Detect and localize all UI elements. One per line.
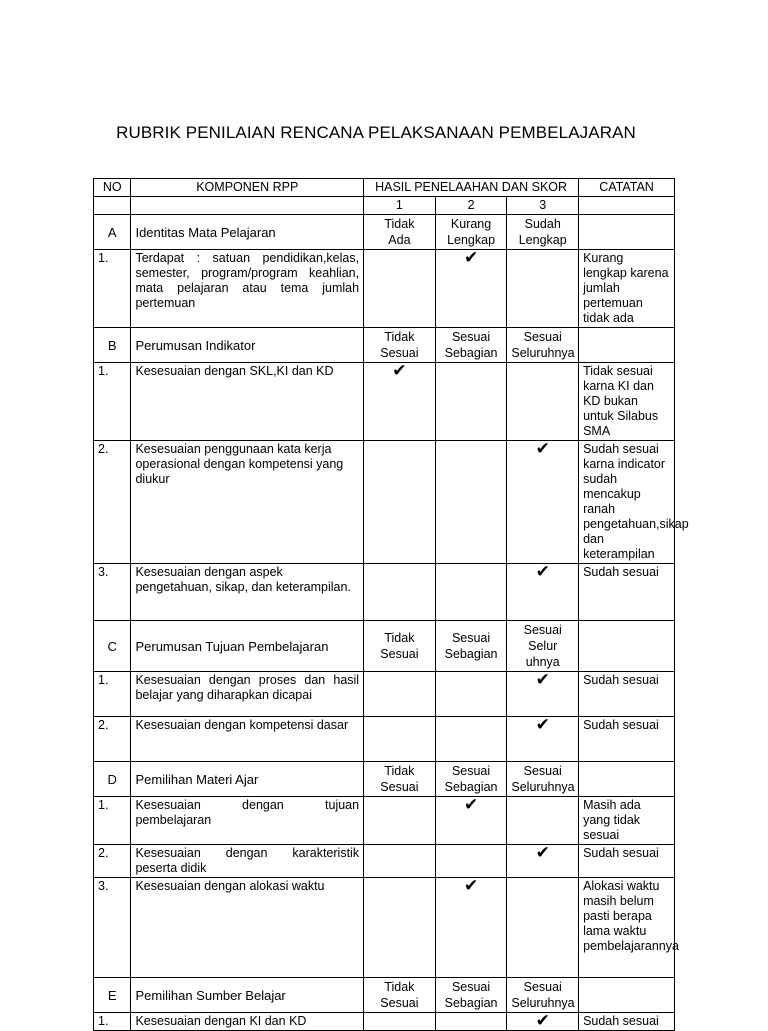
score-option-line: Sudah xyxy=(524,217,561,231)
score-cell-1 xyxy=(364,878,436,978)
score-option-label xyxy=(507,978,579,1013)
score-cell-1 xyxy=(364,441,436,564)
score-cell-2 xyxy=(435,845,507,878)
score-option-label xyxy=(507,621,579,672)
item-note: Tidak sesuai karna KI dan KD bukan untuk Silabus SMA xyxy=(579,363,675,441)
score-cell-1 xyxy=(364,717,436,762)
section-note-empty xyxy=(579,328,675,363)
checkmark-icon: ✔ xyxy=(463,248,479,268)
score-option-line: Tidak xyxy=(384,330,415,344)
score-cell-1 xyxy=(364,845,436,878)
section-label: Pemilihan Sumber Belajar xyxy=(131,978,364,1013)
score-option-line: Sesuai xyxy=(380,647,419,661)
score-cell-1 xyxy=(364,250,436,328)
score-option-line: Tidak xyxy=(384,980,415,994)
table-row xyxy=(94,878,675,978)
item-note: Sudah sesuai xyxy=(579,1013,675,1031)
checkmark-icon: ✔ xyxy=(535,843,550,863)
score-cell-2 xyxy=(435,797,507,845)
score-option-label xyxy=(364,215,436,250)
score-cell-1 xyxy=(364,564,436,621)
score-option-line: Selur uhnya xyxy=(525,639,560,669)
header-score-3: 3 xyxy=(507,197,579,215)
rubric-table xyxy=(93,178,689,1031)
score-option-label xyxy=(435,215,507,250)
score-option-line: Sebagian xyxy=(444,780,498,794)
header-empty-no xyxy=(94,197,131,215)
score-option-label xyxy=(435,621,507,672)
header-hasil: HASIL PENELAAHAN DAN SKOR xyxy=(364,179,579,197)
score-option-line: Sesuai xyxy=(451,980,491,994)
checkmark-icon: ✔ xyxy=(392,361,407,381)
section-note-empty xyxy=(579,215,675,250)
page-title: RUBRIK PENILAIAN RENCANA PELAKSANAAN PEMBELAJARAN xyxy=(116,123,636,142)
score-cell-3 xyxy=(507,250,579,328)
score-cell-1 xyxy=(364,797,436,845)
table-row xyxy=(94,441,675,564)
checkmark-icon: ✔ xyxy=(535,1011,550,1031)
header-score-1: 1 xyxy=(364,197,436,215)
score-option-label xyxy=(364,978,436,1013)
item-text: Kesesuaian dengan alokasi waktu xyxy=(131,878,364,978)
score-option-line: Lengkap xyxy=(447,233,496,247)
item-note: Sudah sesuai xyxy=(579,845,675,878)
score-option-label xyxy=(507,328,579,363)
score-cell-2 xyxy=(435,672,507,717)
item-number: 1. xyxy=(94,797,131,845)
score-option-label xyxy=(364,621,436,672)
score-option-line: Tidak xyxy=(384,764,415,778)
score-option-line: Sesuai xyxy=(523,980,562,994)
section-row xyxy=(94,978,675,1013)
item-number: 1. xyxy=(94,250,131,328)
header-no: NO xyxy=(94,179,131,197)
item-number: 2. xyxy=(94,441,131,564)
score-cell-3 xyxy=(507,564,579,621)
section-code: B xyxy=(94,328,131,363)
item-note: Sudah sesuai karna indicator sudah mencakup ranah pengetahuan,sikap dan keterampilan xyxy=(579,441,675,564)
item-text: Kesesuaian dengan KI dan KD xyxy=(131,1013,364,1031)
item-text: Kesesuaian dengan proses dan hasil belajar yang diharapkan dicapai xyxy=(131,672,364,717)
score-option-line: Tidak xyxy=(384,631,415,645)
table-row xyxy=(94,672,675,717)
table-row xyxy=(94,564,675,621)
score-option-line: Sesuai xyxy=(380,346,419,360)
table-row xyxy=(94,250,675,328)
header-score-2: 2 xyxy=(435,197,507,215)
score-cell-2 xyxy=(435,564,507,621)
score-cell-3 xyxy=(507,797,579,845)
section-note-empty xyxy=(579,762,675,797)
score-cell-3 xyxy=(507,363,579,441)
score-cell-2 xyxy=(435,441,507,564)
item-note: Kurang lengkap karena jumlah pertemuan tidak ada xyxy=(579,250,675,328)
item-note: Sudah sesuai xyxy=(579,672,675,717)
score-option-line: Sebagian xyxy=(444,996,498,1010)
score-option-line: Sesuai xyxy=(523,330,562,344)
header-komponen: KOMPONEN RPP xyxy=(131,179,364,197)
score-option-line: Seluruhnya xyxy=(511,780,575,794)
item-number: 1. xyxy=(94,363,131,441)
section-row xyxy=(94,621,675,672)
score-cell-2 xyxy=(435,1013,507,1031)
score-option-line: Sesuai xyxy=(451,631,491,645)
table-row xyxy=(94,797,675,845)
score-cell-3 xyxy=(507,717,579,762)
table-row xyxy=(94,845,675,878)
score-option-line: Seluruhnya xyxy=(511,996,575,1010)
item-text: Kesesuaian dengan SKL,KI dan KD xyxy=(131,363,364,441)
table-row xyxy=(94,363,675,441)
score-option-line: Sebagian xyxy=(444,647,498,661)
score-cell-1 xyxy=(364,363,436,441)
score-header-row xyxy=(94,197,675,215)
item-number: 2. xyxy=(94,717,131,762)
section-label: Pemilihan Materi Ajar xyxy=(131,762,364,797)
header-empty-catatan xyxy=(579,197,675,215)
score-cell-2 xyxy=(435,878,507,978)
score-option-line: Sebagian xyxy=(444,346,498,360)
checkmark-icon: ✔ xyxy=(535,715,550,735)
checkmark-icon: ✔ xyxy=(463,795,479,815)
score-option-line: Sesuai xyxy=(380,996,419,1010)
score-cell-1 xyxy=(364,1013,436,1031)
score-option-line: Seluruhnya xyxy=(511,346,575,360)
score-option-label xyxy=(435,762,507,797)
item-text: Kesesuaian dengan aspek pengetahuan, sikap, dan keterampilan. xyxy=(131,564,364,621)
item-number: 3. xyxy=(94,878,131,978)
section-row xyxy=(94,215,675,250)
score-cell-1 xyxy=(364,672,436,717)
item-note: Sudah sesuai xyxy=(579,717,675,762)
score-cell-2 xyxy=(435,363,507,441)
score-option-line: Tidak xyxy=(384,217,415,231)
section-code: D xyxy=(94,762,131,797)
score-cell-3 xyxy=(507,441,579,564)
score-option-label xyxy=(435,328,507,363)
score-option-line: Sesuai xyxy=(380,780,419,794)
checkmark-icon: ✔ xyxy=(535,439,550,459)
section-label: Identitas Mata Pelajaran xyxy=(131,215,364,250)
section-code: A xyxy=(94,215,131,250)
header-empty-komponen xyxy=(131,197,364,215)
item-number: 3. xyxy=(94,564,131,621)
item-number: 1. xyxy=(94,672,131,717)
section-label: Perumusan Tujuan Pembelajaran xyxy=(131,621,364,672)
section-note-empty xyxy=(579,621,675,672)
section-note-empty xyxy=(579,978,675,1013)
score-cell-2 xyxy=(435,717,507,762)
item-note: Masih ada yang tidak sesuai xyxy=(579,797,675,845)
score-cell-2 xyxy=(435,250,507,328)
item-note: Sudah sesuai xyxy=(579,564,675,621)
table-row xyxy=(94,1013,675,1031)
score-cell-3 xyxy=(507,845,579,878)
item-text: Kesesuaian penggunaan kata kerja operasional dengan kompetensi yang diukur xyxy=(131,441,364,564)
score-cell-3 xyxy=(507,1013,579,1031)
section-code: E xyxy=(94,978,131,1013)
item-text: Terdapat : satuan pendidikan,kelas, semester, program/program keahlian, mata pelajaran atau tema jumlah pertemuan xyxy=(131,250,364,328)
score-option-line: Sesuai xyxy=(523,623,562,637)
header-catatan: CATATAN xyxy=(579,179,675,197)
section-row xyxy=(94,328,675,363)
score-cell-3 xyxy=(507,878,579,978)
score-option-label xyxy=(364,762,436,797)
table-header-row xyxy=(94,179,675,197)
score-option-label xyxy=(364,328,436,363)
item-number: 2. xyxy=(94,845,131,878)
score-option-label xyxy=(507,762,579,797)
item-text: Kesesuaian dengan tujuan pembelajaran xyxy=(131,797,364,845)
section-code: C xyxy=(94,621,131,672)
score-option-line: Sesuai xyxy=(451,330,491,344)
score-option-line: Kurang xyxy=(450,217,492,231)
item-text: Kesesuaian dengan karakteristik peserta didik xyxy=(131,845,364,878)
item-number: 1. xyxy=(94,1013,131,1031)
score-option-line: Sesuai xyxy=(451,764,491,778)
score-option-label xyxy=(435,978,507,1013)
checkmark-icon: ✔ xyxy=(535,670,550,690)
checkmark-icon: ✔ xyxy=(535,562,550,582)
score-option-line: Lengkap xyxy=(518,233,567,247)
section-row xyxy=(94,762,675,797)
checkmark-icon: ✔ xyxy=(463,876,479,896)
score-cell-3 xyxy=(507,672,579,717)
item-note: Alokasi waktu masih belum pasti berapa lama waktu pembelajarannya xyxy=(579,878,675,978)
score-option-label xyxy=(507,215,579,250)
score-option-line: Ada xyxy=(388,233,411,247)
section-label: Perumusan Indikator xyxy=(131,328,364,363)
item-text: Kesesuaian dengan kompetensi dasar xyxy=(131,717,364,762)
table-row xyxy=(94,717,675,762)
score-option-line: Sesuai xyxy=(523,764,562,778)
